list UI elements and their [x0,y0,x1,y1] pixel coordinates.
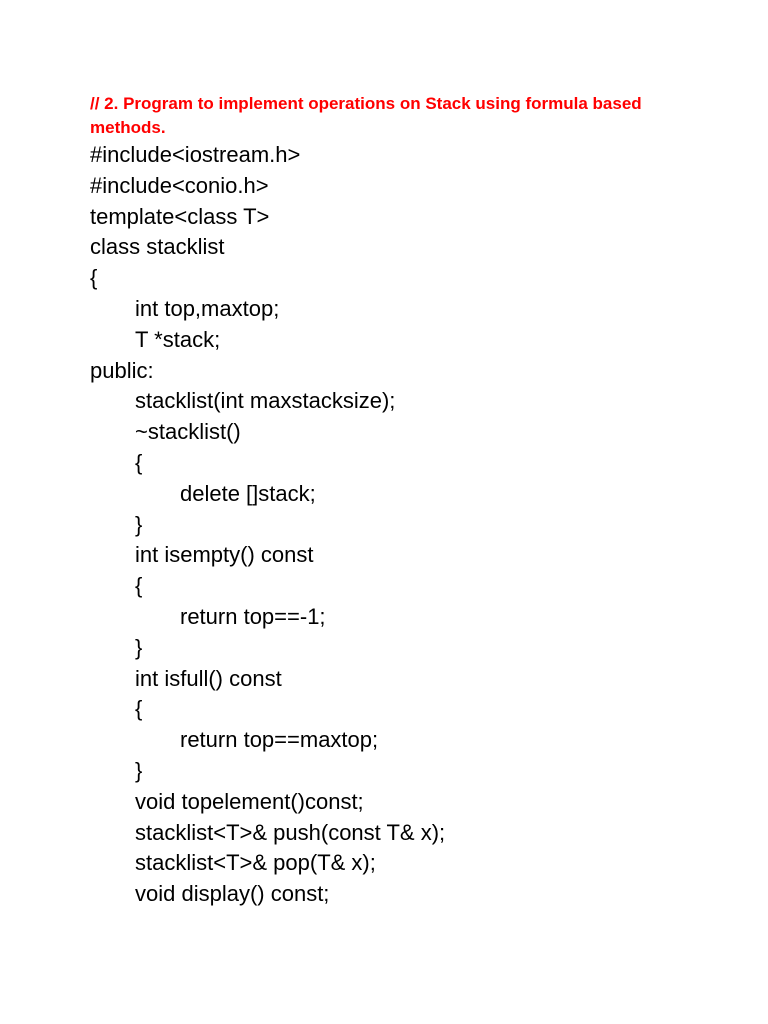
code-block [90,140,730,910]
code-line: } [135,511,143,537]
code-line: void topelement()const; [135,788,364,814]
code-line: return top==maxtop; [180,727,379,753]
code-line: public: [90,357,154,383]
code-line: void display() const; [135,881,330,907]
code-line: return top==-1; [180,603,326,629]
code-line: } [135,634,143,660]
code-line: int isfull() const [135,665,282,691]
code-line: stacklist(int maxstacksize); [135,388,396,414]
code-line: } [135,757,143,783]
code-line: #include<iostream.h> [90,142,301,167]
code-line: class stacklist [90,234,225,260]
code-line: ~stacklist() [135,419,241,445]
code-line: template<class T> [90,203,270,229]
code-line: int isempty() const [135,542,314,568]
code-line: { [135,696,143,722]
code-line: T *stack; [135,326,221,352]
code-line: #include<conio.h> [90,172,269,198]
program-heading: // 2. Program to implement operations on Stack using formula based methods. [90,94,642,137]
code-line: stacklist<T>& pop(T& x); [135,850,376,876]
code-line: delete []stack; [180,480,316,506]
code-line: int top,maxtop; [135,295,280,321]
code-line: { [90,265,98,291]
code-line: stacklist<T>& push(const T& x); [135,819,446,845]
code-line: { [135,573,143,599]
code-line: { [135,449,143,475]
